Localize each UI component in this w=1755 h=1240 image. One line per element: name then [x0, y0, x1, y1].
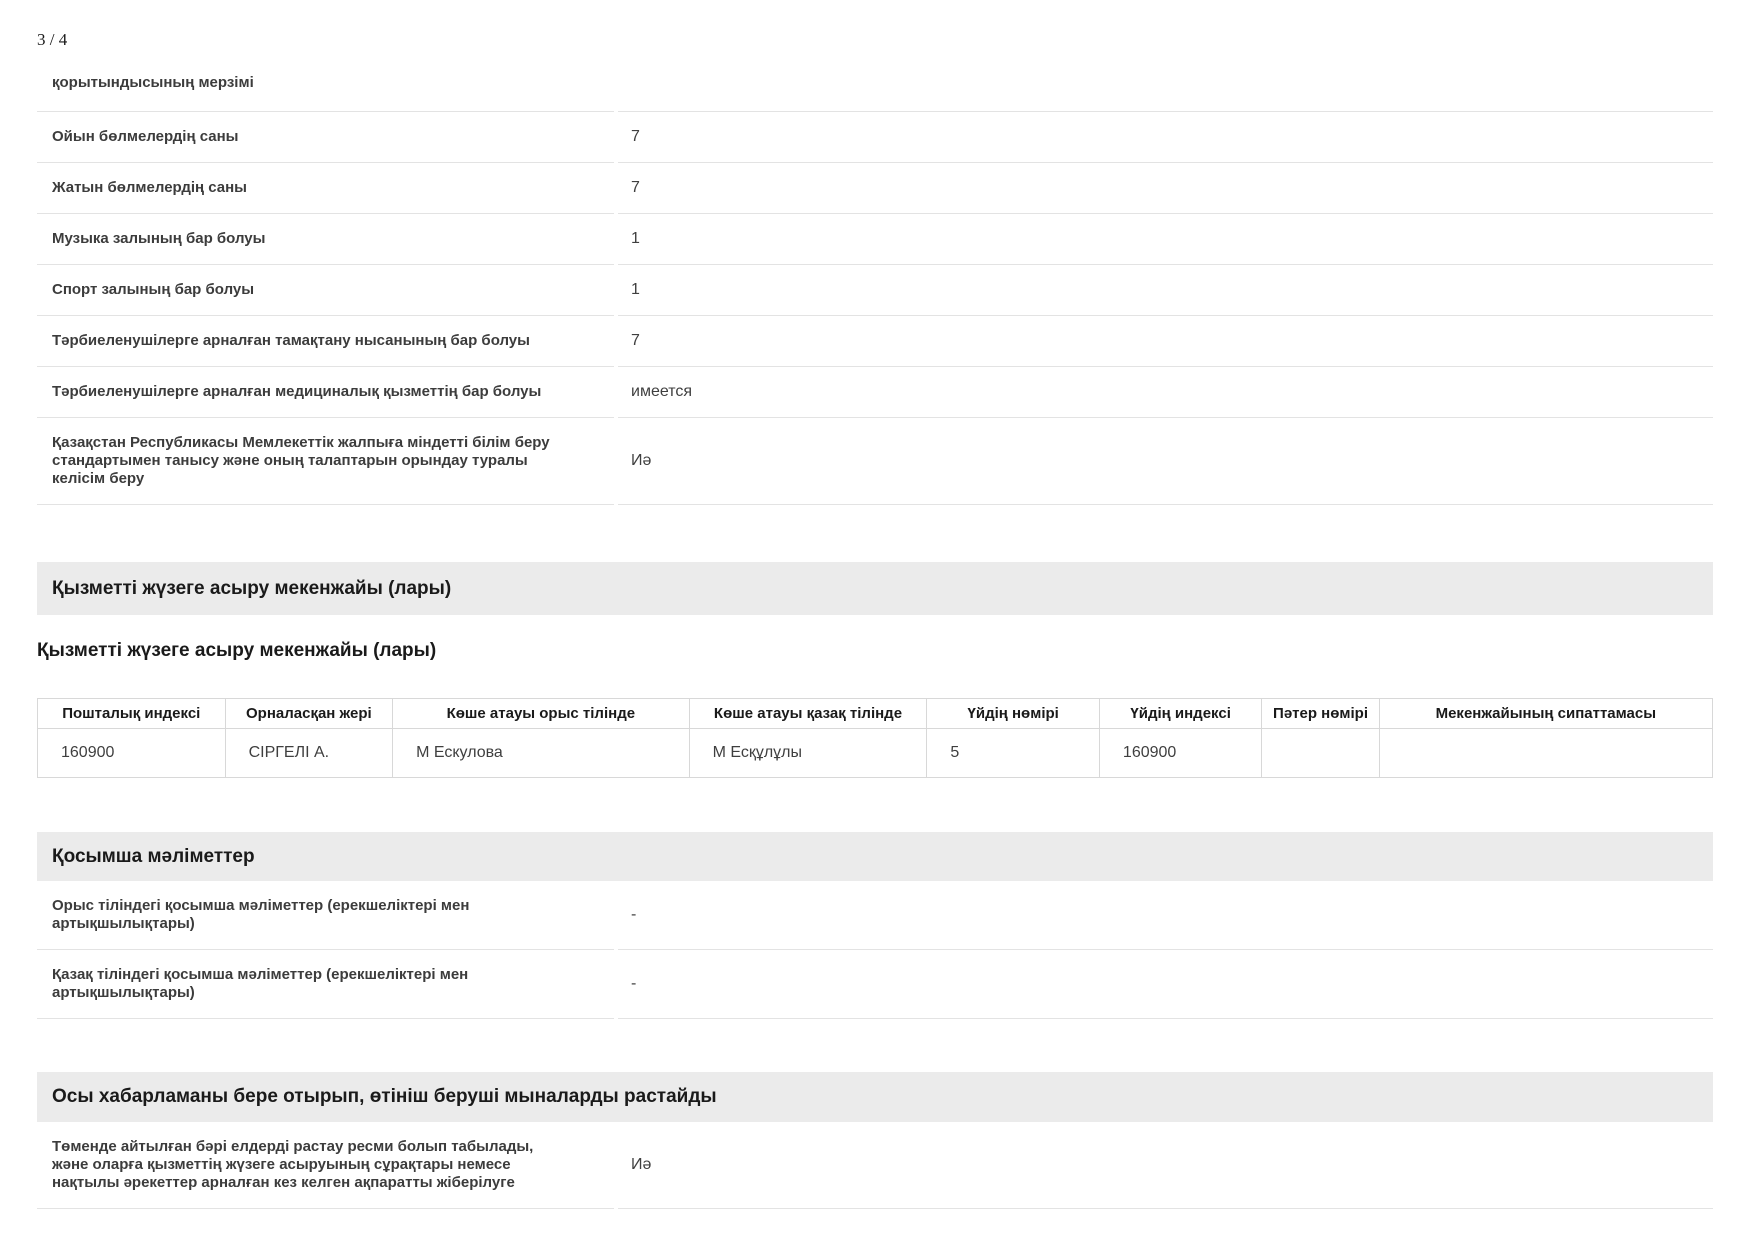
row-label: Ойын бөлмелердің саны [37, 112, 614, 163]
address-subtitle: Қызметті жүзеге асыру мекенжайы (лары) [37, 640, 437, 661]
kv-row-sport-hall [37, 265, 1713, 316]
row-value: Иә [618, 418, 1713, 505]
kv-row-conclusion-date [37, 54, 1713, 112]
row-value: 7 [618, 163, 1713, 214]
row-label: Қазақстан Республикасы Мемлекеттік жалпыға міндетті білім беру стандартымен танысу және оның талаптарын орындау туралы келісім беру [37, 418, 614, 505]
section-header-label: Қосымша мәліметтер [52, 845, 255, 867]
kv-row-medical-service [37, 367, 1713, 418]
confirmation-table [37, 1122, 1713, 1209]
table-cell-postal-index: 160900 [38, 729, 226, 778]
section-header-label: Қызметті жүзеге асыру мекенжайы (лары) [52, 577, 452, 599]
row-label: Спорт залының бар болуы [37, 265, 614, 316]
row-value [618, 54, 1713, 112]
column-header: Көше атауы орыс тілінде [393, 699, 689, 729]
kv-row-bedrooms [37, 163, 1713, 214]
kv-row-additional-kk [37, 950, 1713, 1019]
row-value: - [618, 950, 1713, 1019]
section-header-label: Осы хабарламаны бере отырып, өтініш беруші мыналарды растайды [52, 1086, 717, 1107]
row-value: - [618, 881, 1713, 950]
table-cell-address-description [1379, 729, 1712, 778]
section-header-additional-info [37, 832, 1713, 881]
kv-row-music-hall [37, 214, 1713, 265]
section-header-confirmation [37, 1072, 1713, 1122]
page-indicator: 3 / 4 [37, 30, 68, 49]
row-label: Қазақ тіліндегі қосымша мәліметтер (ерекшеліктері мен артықшылықтары) [37, 950, 614, 1019]
row-value: 7 [618, 316, 1713, 367]
row-label: қорытындысының мерзімі [37, 54, 614, 112]
row-label: Тәрбиеленушілерге арналған тамақтану нысанының бар болуы [37, 316, 614, 367]
kv-row-confirmation [37, 1122, 1713, 1209]
additional-info-table [37, 881, 1713, 1019]
row-value: 1 [618, 265, 1713, 316]
row-label: Жатын бөлмелердің саны [37, 163, 614, 214]
section-header-address [37, 562, 1713, 615]
row-label: Музыка залының бар болуы [37, 214, 614, 265]
row-value: 7 [618, 112, 1713, 163]
column-header: Пошталық индексі [38, 699, 226, 729]
table-cell-apartment-number [1262, 729, 1379, 778]
facility-details-table [37, 54, 1713, 505]
table-cell-house-number: 5 [927, 729, 1100, 778]
table-cell-location: СІРГЕЛІ А. [225, 729, 393, 778]
address-table-header-row [38, 699, 1713, 729]
row-value: Иә [618, 1122, 1713, 1209]
column-header: Орналасқан жері [225, 699, 393, 729]
table-cell-house-index: 160900 [1099, 729, 1261, 778]
column-header: Үйдің индексі [1099, 699, 1261, 729]
column-header: Пәтер нөмірі [1262, 699, 1379, 729]
address-table [37, 698, 1713, 778]
row-label: Төменде айтылған бәрі елдерді растау ресми болып табылады, және оларға қызметтің жүзеге асыруының сұрақтары немесе нақтылы әрекеттер арналған кез келген ақпаратты жіберілуге [37, 1122, 614, 1209]
kv-row-additional-ru [37, 881, 1713, 950]
table-cell-street-ru: М Ескулова [393, 729, 689, 778]
kv-row-standard-agreement [37, 418, 1713, 505]
row-value: имеется [618, 367, 1713, 418]
kv-row-play-rooms [37, 112, 1713, 163]
row-value: 1 [618, 214, 1713, 265]
column-header: Көше атауы қазақ тілінде [689, 699, 927, 729]
kv-row-catering [37, 316, 1713, 367]
row-label: Орыс тіліндегі қосымша мәліметтер (ерекшеліктері мен артықшылықтары) [37, 881, 614, 950]
column-header: Үйдің нөмірі [927, 699, 1100, 729]
address-table-row [38, 729, 1713, 778]
column-header: Мекенжайының сипаттамасы [1379, 699, 1712, 729]
row-label: Тәрбиеленушілерге арналған медициналық қызметтің бар болуы [37, 367, 614, 418]
table-cell-street-kk: М Есқұлұлы [689, 729, 927, 778]
